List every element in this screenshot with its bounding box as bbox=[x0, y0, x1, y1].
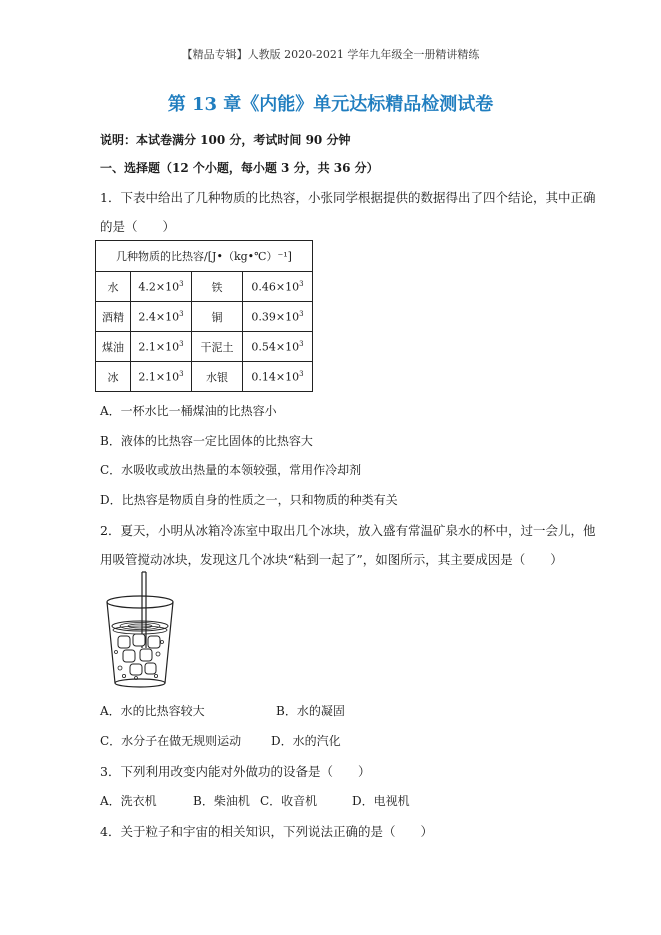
value-cell: $0.54\times 10^3$ bbox=[243, 332, 313, 362]
table-row bbox=[96, 272, 313, 302]
q1-option-a: A．一杯水比一桶煤油的比热容小 bbox=[100, 404, 277, 418]
q3-option-c: C．收音机 bbox=[260, 794, 318, 808]
substance-cell: 水银 bbox=[192, 362, 243, 392]
q3-stem: 3．下列利用改变内能对外做功的设备是（ ） bbox=[100, 764, 371, 779]
table-caption: 几种物质的比热容/[J•（kg•℃）⁻¹] bbox=[96, 241, 313, 272]
q2-option-d: D．水的汽化 bbox=[271, 734, 341, 748]
value-cell: $2.4\times 10^3$ bbox=[131, 302, 192, 332]
q2-option-c: C．水分子在做无规则运动 bbox=[100, 734, 242, 748]
q3-option-d: D．电视机 bbox=[352, 794, 410, 808]
substance-cell: 冰 bbox=[96, 362, 131, 392]
value-cell: $0.46\times 10^3$ bbox=[243, 272, 313, 302]
page-header: 【精品专辑】人教版 2020-2021 学年九年级全一册精讲精练 bbox=[181, 48, 480, 61]
substance-cell: 酒精 bbox=[96, 302, 131, 332]
q2-option-b: B．水的凝固 bbox=[276, 704, 345, 718]
q4-stem: 4．关于粒子和宇宙的相关知识，下列说法正确的是（ ） bbox=[100, 824, 433, 839]
table-row bbox=[96, 332, 313, 362]
q3-option-a: A．洗衣机 bbox=[100, 794, 157, 808]
exam-note: 说明：本试卷满分 100 分，考试时间 90 分钟 bbox=[100, 133, 351, 147]
value-cell: $4.2\times 10^3$ bbox=[131, 272, 192, 302]
q1-option-b: B．液体的比热容一定比固体的比热容大 bbox=[100, 434, 313, 448]
value-cell: $0.14\times 10^3$ bbox=[243, 362, 313, 392]
substance-cell: 铁 bbox=[192, 272, 243, 302]
table-row bbox=[96, 362, 313, 392]
ice-cup-illustration bbox=[100, 568, 180, 690]
q1-option-c: C．水吸收或放出热量的本领较强，常用作冷却剂 bbox=[100, 463, 362, 477]
section-heading: 一、选择题（12 个小题，每小题 3 分，共 36 分） bbox=[100, 161, 379, 175]
q3-option-b: B．柴油机 bbox=[193, 794, 250, 808]
q1-option-d: D．比热容是物质自身的性质之一，只和物质的种类有关 bbox=[100, 493, 398, 507]
q2-stem-line1: 2．夏天，小明从冰箱冷冻室中取出几个冰块，放入盛有常温矿泉水的杯中，过一会儿，他 bbox=[100, 523, 596, 538]
value-cell: $2.1\times 10^3$ bbox=[131, 362, 192, 392]
substance-cell: 铜 bbox=[192, 302, 243, 332]
q1-stem-line1: 1．下表中给出了几种物质的比热容，小张同学根据提供的数据得出了四个结论，其中正确 bbox=[100, 190, 596, 205]
substance-cell: 煤油 bbox=[96, 332, 131, 362]
table-row bbox=[96, 302, 313, 332]
substance-cell: 水 bbox=[96, 272, 131, 302]
specific-heat-table bbox=[95, 240, 313, 392]
value-cell: $0.39\times 10^3$ bbox=[243, 302, 313, 332]
exam-title: 第 13 章《内能》单元达标精品检测试卷 bbox=[167, 94, 494, 115]
q2-option-a: A．水的比热容较大 bbox=[100, 704, 205, 718]
q1-stem-line2: 的是（ ） bbox=[100, 219, 176, 234]
q2-stem-line2: 用吸管搅动冰块，发现这几个冰块“粘到一起了”，如图所示，其主要成因是（ ） bbox=[100, 552, 563, 567]
substance-cell: 干泥土 bbox=[192, 332, 243, 362]
value-cell: $2.1\times 10^3$ bbox=[131, 332, 192, 362]
